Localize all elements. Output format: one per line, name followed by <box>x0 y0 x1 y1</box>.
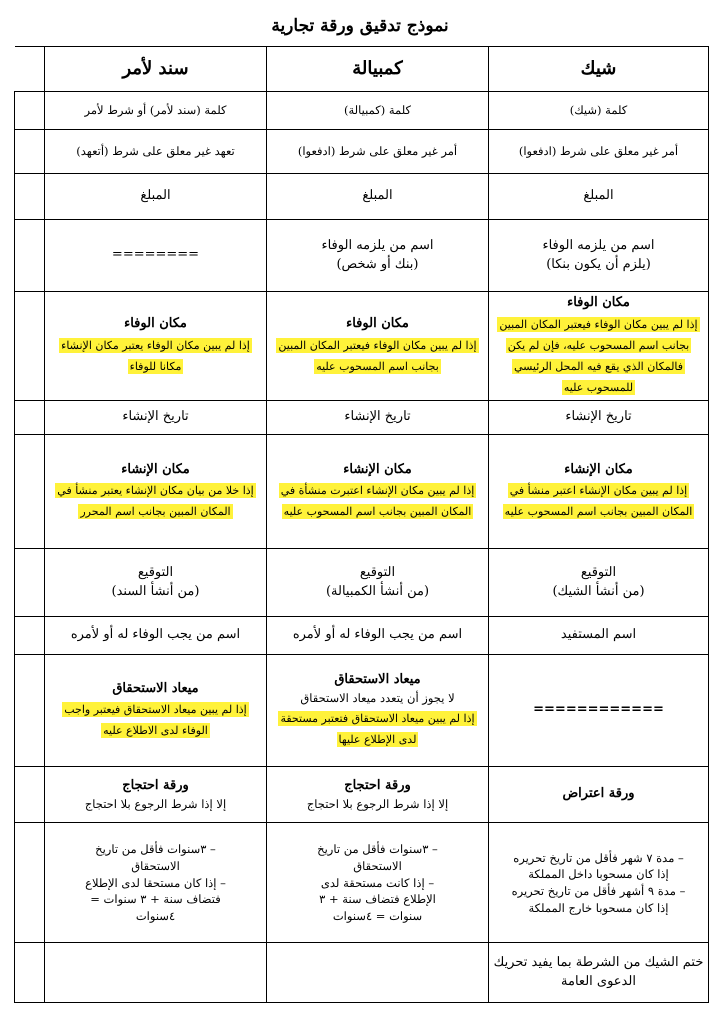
cell-text: تعهد غير معلق على شرط (أتعهد) <box>76 144 235 159</box>
cell-note <box>45 130 267 174</box>
cell-text: المبلغ <box>583 188 614 204</box>
cell-text: – ٣سنوات فأقل من تاريخ <box>95 842 216 857</box>
cell-cheque <box>489 767 709 823</box>
cell-note <box>45 292 267 401</box>
page-title: نموذج تدقيق ورقة تجارية <box>271 16 449 36</box>
check-column-header <box>15 47 45 92</box>
cell-text: الإطلاع فتضاف سنة + ٣ <box>319 892 436 907</box>
cell-text: تاريخ الإنشاء <box>344 409 411 425</box>
highlighted-note: إذا لم يبين مكان الوفاء فيعتبر المكان المبين بجانب اسم المسحوب عليه <box>278 338 477 373</box>
cell-label: ورقة اعتراض <box>562 786 635 802</box>
table-row <box>15 655 709 767</box>
cell-cheque <box>489 435 709 549</box>
cell-note <box>45 401 267 435</box>
cell-cheque <box>489 655 709 767</box>
highlighted-note: إذا لم يبين مكان الإنشاء اعتبر منشأ في المكان المبين بجانب اسم المسحوب عليه <box>504 484 693 519</box>
cell-label: مكان الإنشاء <box>564 461 633 477</box>
cell-text: (من أنشأ السند) <box>111 583 200 599</box>
header-row <box>15 47 709 92</box>
cell-text: اسم من يجب الوفاء له أو لأمره <box>70 627 241 643</box>
cell-label: ورقة احتجاج <box>344 778 411 794</box>
cell-bill <box>267 435 489 549</box>
table-row <box>15 174 709 220</box>
cell-text: كلمة (كمبيالة) <box>344 103 411 118</box>
cell-text: تاريخ الإنشاء <box>565 409 632 425</box>
cell-cheque <box>489 92 709 130</box>
check-cell <box>15 92 45 130</box>
table-row <box>15 401 709 435</box>
cell-bill <box>267 130 489 174</box>
cell-cheque <box>489 130 709 174</box>
cell-text: – مدة ٧ شهر فأقل من تاريخ تحريره <box>513 850 684 865</box>
table-row <box>15 130 709 174</box>
check-cell <box>15 292 45 401</box>
highlighted-note: إذا خلا من بيان مكان الإنشاء يعتبر منشأ في المكان المبين بجانب اسم المحرر <box>57 484 254 519</box>
cell-bill <box>267 823 489 943</box>
cell-text: أمر غير معلق على شرط (ادفعوا) <box>297 144 458 159</box>
cell-text: إلا إذا شرط الرجوع بلا احتجاج <box>84 796 227 811</box>
cell-text: ختم الشيك من الشرطة بما يفيد تحريك <box>493 955 704 971</box>
cell-cheque <box>489 823 709 943</box>
cell-note <box>45 435 267 549</box>
cell-cheque <box>489 220 709 292</box>
cell-note <box>45 549 267 617</box>
check-cell <box>15 617 45 655</box>
table-row <box>15 943 709 1003</box>
cell-text: ٤سنوات <box>135 908 176 923</box>
table-row <box>15 617 709 655</box>
cell-text: المبلغ <box>362 188 393 204</box>
cell-note <box>45 823 267 943</box>
cell-text: اسم المستفيد <box>560 627 637 643</box>
cell-cheque <box>489 174 709 220</box>
check-cell <box>15 943 45 1003</box>
cell-text: فتضاف سنة + ٣ سنوات = <box>90 892 221 907</box>
table-row <box>15 549 709 617</box>
check-cell <box>15 174 45 220</box>
check-cell <box>15 823 45 943</box>
cell-note <box>45 767 267 823</box>
cell-text: لا يجوز أن يتعدد ميعاد الاستحقاق <box>300 691 455 706</box>
cell-label: مكان الوفاء <box>567 295 630 310</box>
cell-label: ورقة احتجاج <box>122 778 189 794</box>
cell-text: سنوات = ٤سنوات <box>332 908 423 923</box>
cell-text: (من أنشأ الكمبيالة) <box>325 583 430 599</box>
highlighted-note: إذا لم يبين ميعاد الاستحقاق فيعتبر واجب الوفاء لدى الاطلاع عليه <box>64 703 247 738</box>
cell-label: مكان الوفاء <box>124 315 187 331</box>
cell-text: الاستحقاق <box>131 858 180 873</box>
cell-text: (من أنشأ الشيك) <box>552 583 645 599</box>
cell-bill <box>267 655 489 767</box>
cell-bill <box>267 549 489 617</box>
check-cell <box>15 655 45 767</box>
cell-text: اسم من يلزمه الوفاء <box>321 237 434 253</box>
cell-note <box>45 220 267 292</box>
highlighted-note: إذا لم يبين مكان الوفاء فيعتبر المكان المبين بجانب اسم المسحوب عليه، فإن لم يكن فالمكان الذي يقع فيه المحل الرئيسي للمسحوب عليه <box>499 317 698 394</box>
cell-text: – إذا كانت مستحقة لدى <box>320 875 435 890</box>
cell-text: (يلزم أن يكون بنكا) <box>546 256 651 272</box>
cell-text: كلمة (شيك) <box>569 103 628 118</box>
cell-text: الدعوى العامة <box>561 973 636 989</box>
cell-cheque <box>489 292 709 401</box>
cell-note <box>45 655 267 767</box>
cell-cheque <box>489 549 709 617</box>
cell-note <box>45 943 267 1003</box>
cell-label: ============ <box>533 702 664 718</box>
table-row <box>15 292 709 401</box>
table-row <box>15 92 709 130</box>
cell-note <box>45 617 267 655</box>
cell-text: – مدة ٩ أشهر فأقل من تاريخ تحريره <box>511 883 686 898</box>
cell-note <box>45 92 267 130</box>
cell-label: مكان الوفاء <box>346 315 409 331</box>
check-cell <box>15 435 45 549</box>
table-row <box>15 220 709 292</box>
highlighted-note: إذا لم يبين مكان الوفاء يعتبر مكان الإنشاء مكانا للوفاء <box>61 338 250 373</box>
cell-cheque <box>489 617 709 655</box>
cell-text: إلا إذا شرط الرجوع بلا احتجاج <box>306 796 449 811</box>
check-cell <box>15 130 45 174</box>
table-row <box>15 435 709 549</box>
highlighted-note: إذا لم يبين مكان الإنشاء اعتبرت منشأة في المكان المبين بجانب اسم المسحوب عليه <box>280 484 475 519</box>
cell-bill <box>267 943 489 1003</box>
cell-text: إذا كان مسحوبا داخل المملكة <box>528 867 669 882</box>
cell-bill <box>267 92 489 130</box>
check-cell <box>15 549 45 617</box>
cell-bill <box>267 292 489 401</box>
cell-bill <box>267 401 489 435</box>
highlighted-note: إذا لم يبين ميعاد الاستحقاق فتعتبر مستحقة لدى الإطلاع عليها <box>280 711 475 746</box>
check-cell <box>15 401 45 435</box>
cell-bill <box>267 767 489 823</box>
cell-text: ======== <box>111 247 200 263</box>
header-bill: كمبيالة <box>267 47 489 92</box>
table-row <box>15 823 709 943</box>
header-cheque: شيك <box>489 47 709 92</box>
cell-cheque <box>489 401 709 435</box>
cell-text: – إذا كان مستحقا لدى الإطلاع <box>85 875 226 890</box>
cell-text: اسم من يجب الوفاء له أو لأمره <box>292 627 463 643</box>
cell-text: المبلغ <box>140 188 171 204</box>
cell-text: (بنك أو شخص) <box>336 256 419 272</box>
cell-text: تاريخ الإنشاء <box>122 409 189 425</box>
cell-text: التوقيع <box>359 565 396 581</box>
check-cell <box>15 767 45 823</box>
table-row <box>15 767 709 823</box>
cell-label: ميعاد الاستحقاق <box>112 680 199 696</box>
cell-text: أمر غير معلق على شرط (ادفعوا) <box>518 144 679 159</box>
cell-note <box>45 174 267 220</box>
cell-label: مكان الإنشاء <box>121 461 190 477</box>
cell-label: مكان الإنشاء <box>343 461 412 477</box>
cell-text: اسم من يلزمه الوفاء <box>542 237 655 253</box>
header-promissory-note: سند لأمر <box>45 47 267 92</box>
cell-text: إذا كان مسحوبا خارج المملكة <box>528 900 669 915</box>
cell-text: – ٣سنوات فأقل من تاريخ <box>317 842 438 857</box>
cell-text: التوقيع <box>137 565 174 581</box>
cell-cheque <box>489 943 709 1003</box>
check-cell <box>15 220 45 292</box>
cell-bill <box>267 617 489 655</box>
cell-text: كلمة (سند لأمر) أو شرط لأمر <box>84 103 227 118</box>
cell-bill <box>267 220 489 292</box>
cell-text: الاستحقاق <box>353 858 402 873</box>
comparison-table <box>14 46 709 1003</box>
cell-bill <box>267 174 489 220</box>
cell-label: ميعاد الاستحقاق <box>334 672 421 688</box>
cell-text: التوقيع <box>580 565 617 581</box>
